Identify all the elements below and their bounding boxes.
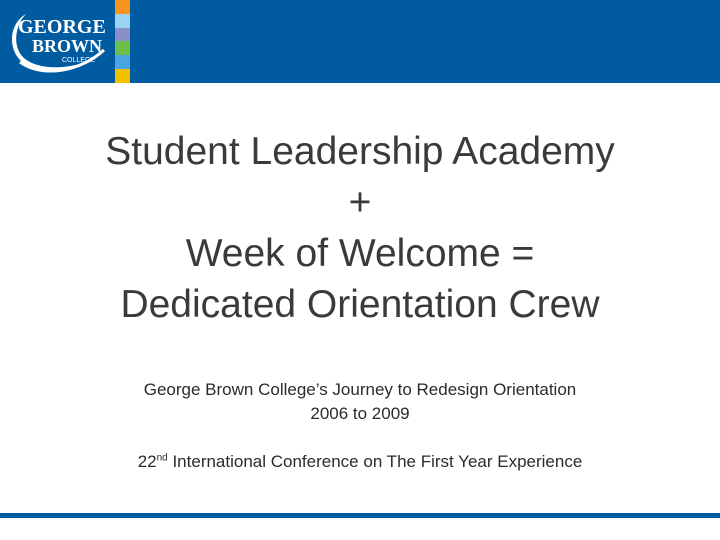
strip-blue [115, 55, 130, 69]
conference-text: International Conference on The First Year Experience [167, 452, 583, 471]
conference-line [0, 450, 720, 474]
header-bar [0, 0, 720, 83]
strip-yellow [115, 69, 130, 83]
color-strip [115, 0, 130, 83]
strip-orange [115, 0, 130, 14]
conference-number: 22 [137, 452, 157, 471]
george-brown-college-logo [6, 6, 114, 76]
subtitle-line-2: 2006 to 2009 [310, 404, 410, 423]
bottom-rule [0, 513, 720, 518]
slide-title [0, 126, 720, 330]
logo-line-college: COLLEGE [62, 57, 96, 64]
logo-line-george: GEORGE [18, 16, 106, 38]
title-line-1: Student Leadership Academy [105, 130, 615, 173]
conference-ordinal-suffix: nd [156, 452, 168, 464]
strip-light-blue [115, 14, 130, 28]
title-line-3: Week of Welcome = [185, 232, 535, 275]
strip-green [115, 41, 130, 55]
slide-subtitle [0, 378, 720, 426]
title-line-4: Dedicated Orientation Crew [120, 283, 600, 326]
subtitle-line-1: George Brown College’s Journey to Redesign Orientation [143, 380, 577, 399]
strip-purple [115, 28, 130, 42]
logo-line-brown: BROWN [32, 36, 103, 56]
title-line-2: + [348, 181, 372, 224]
